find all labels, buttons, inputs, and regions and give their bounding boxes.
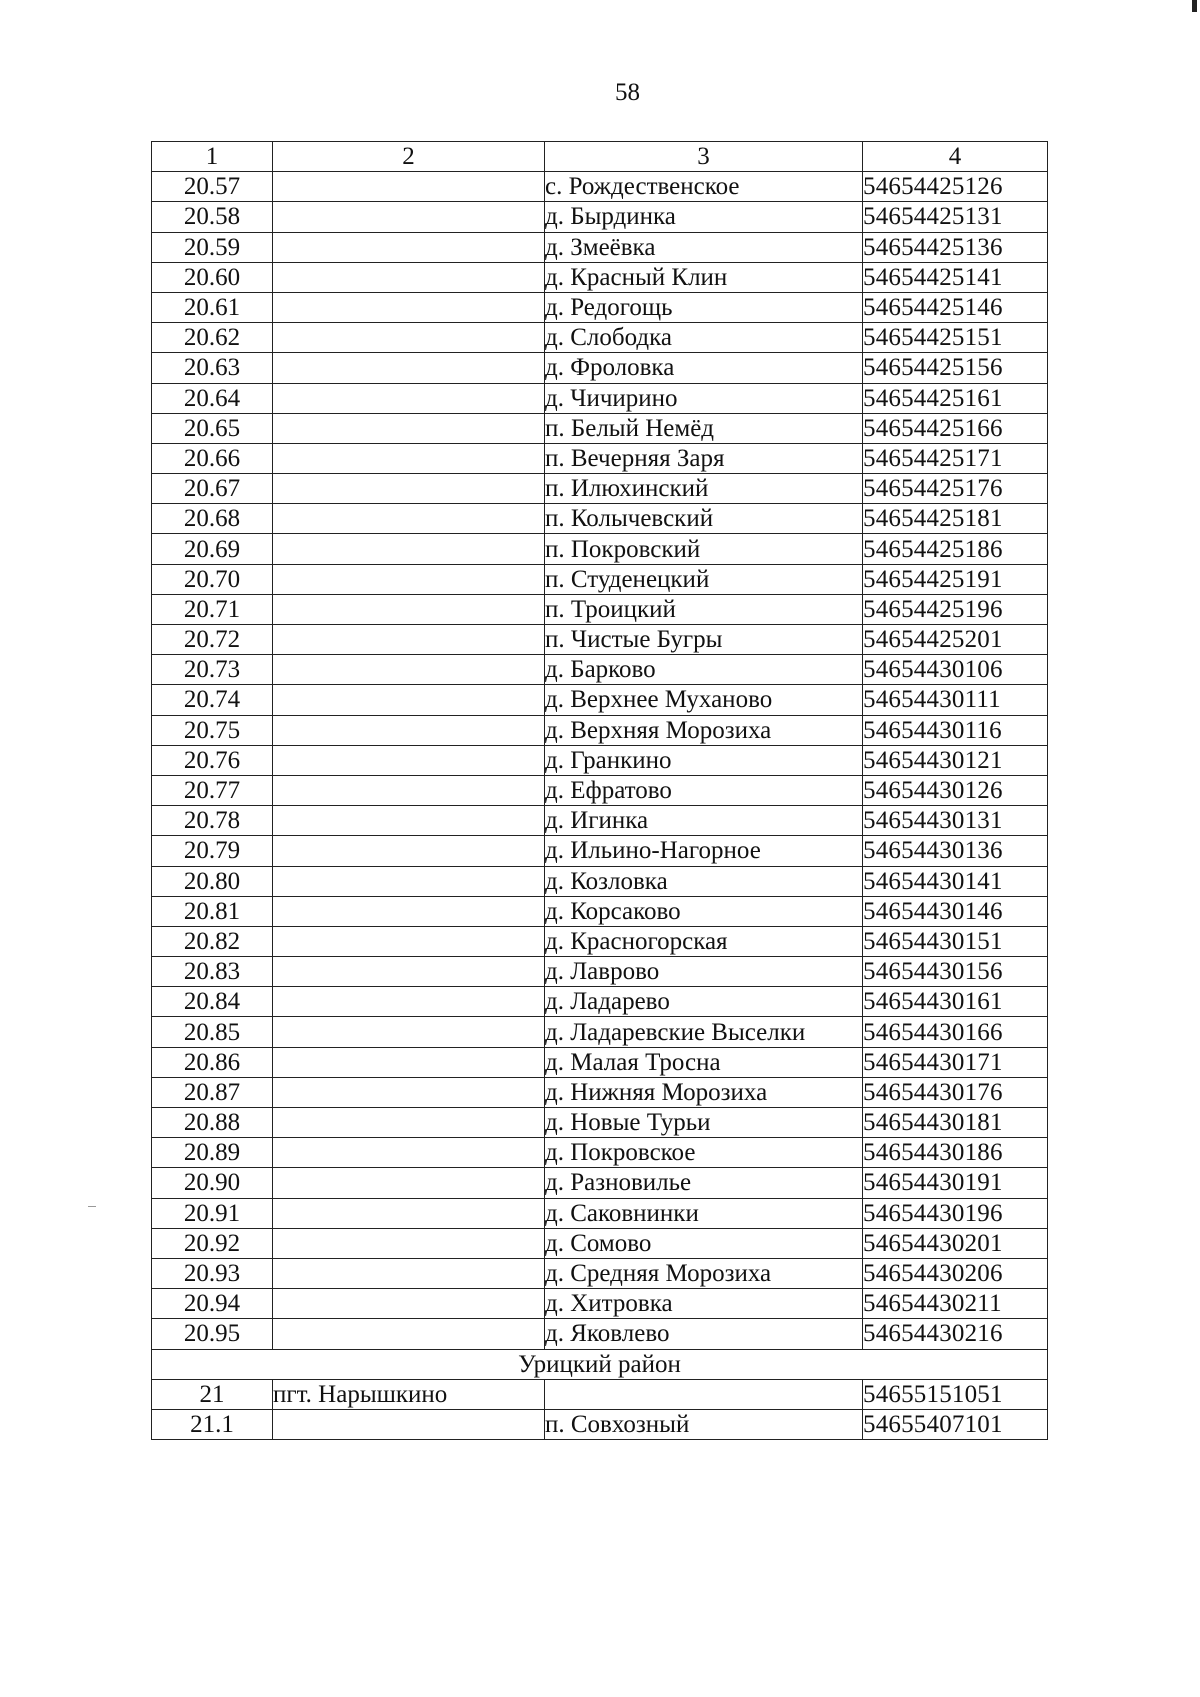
row-number-cell: 20.87 [152,1077,273,1107]
oktmo-code-cell: 54654430181 [863,1108,1048,1138]
row-number-cell: 20.62 [152,323,273,353]
oktmo-code-cell: 54654430186 [863,1138,1048,1168]
header-cell-col2: 2 [273,142,545,172]
oktmo-code-cell: 54654430131 [863,806,1048,836]
settlement-cell: д. Покровское [545,1138,863,1168]
municipality-cell [273,172,545,202]
oktmo-code-cell: 54654430171 [863,1047,1048,1077]
oktmo-code-cell: 54654430166 [863,1017,1048,1047]
table-row [152,474,1048,504]
table-header-row [152,142,1048,172]
row-number-cell: 20.73 [152,655,273,685]
row-number-cell: 20.75 [152,715,273,745]
table-row [152,534,1048,564]
municipality-cell [273,685,545,715]
oktmo-code-cell: 54654430206 [863,1258,1048,1288]
row-number-cell: 20.65 [152,413,273,443]
municipality-cell [273,202,545,232]
table-row [152,896,1048,926]
settlement-cell: д. Слободка [545,323,863,353]
settlement-cell: п. Чистые Бугры [545,625,863,655]
settlement-cell: д. Малая Тросна [545,1047,863,1077]
settlement-cell: п. Вечерняя Заря [545,443,863,473]
municipality-cell [273,836,545,866]
settlement-cell: п. Покровский [545,534,863,564]
municipality-cell [273,1289,545,1319]
row-number-cell: 20.78 [152,806,273,836]
table-row [152,232,1048,262]
table-row [152,1409,1048,1439]
settlement-cell: д. Корсаково [545,896,863,926]
table-row [152,443,1048,473]
settlement-cell: д. Хитровка [545,1289,863,1319]
municipality-cell [273,474,545,504]
municipality-cell [273,1108,545,1138]
settlement-cell [545,1379,863,1409]
row-number-cell: 20.58 [152,202,273,232]
header-cell-col1: 1 [152,142,273,172]
settlement-cell: д. Барково [545,655,863,685]
settlement-cell: д. Ладарево [545,987,863,1017]
table-row [152,564,1048,594]
oktmo-code-cell: 54654430111 [863,685,1048,715]
settlement-cell: д. Лаврово [545,957,863,987]
table-row [152,806,1048,836]
row-number-cell: 20.77 [152,775,273,805]
table-row [152,745,1048,775]
municipality-cell [273,1409,545,1439]
settlement-cell: д. Красногорская [545,926,863,956]
oktmo-code-cell: 54654430156 [863,957,1048,987]
municipality-cell [273,987,545,1017]
row-number-cell: 20.60 [152,262,273,292]
settlement-cell: п. Троицкий [545,594,863,624]
table-row [152,1258,1048,1288]
table-row [152,1138,1048,1168]
section-title-district: Урицкий район [152,1349,1048,1379]
municipality-cell [273,745,545,775]
row-number-cell: 20.59 [152,232,273,262]
table-row [152,594,1048,624]
table-row [152,262,1048,292]
settlement-cell: д. Ильино-Нагорное [545,836,863,866]
settlement-cell: п. Белый Немёд [545,413,863,443]
table-row [152,1289,1048,1319]
municipality-cell [273,1198,545,1228]
row-number-cell: 21.1 [152,1409,273,1439]
row-number-cell: 20.79 [152,836,273,866]
municipality-cell [273,534,545,564]
table-row [152,1228,1048,1258]
municipality-cell [273,715,545,745]
settlement-cell: д. Верхняя Морозиха [545,715,863,745]
row-number-cell: 20.88 [152,1108,273,1138]
table-row [152,866,1048,896]
settlement-cell: с. Рождественское [545,172,863,202]
table-row [152,1319,1048,1349]
row-number-cell: 20.86 [152,1047,273,1077]
settlement-cell: д. Яковлево [545,1319,863,1349]
municipality-cell [273,957,545,987]
municipality-cell [273,655,545,685]
settlement-cell: д. Средняя Морозиха [545,1258,863,1288]
oktmo-code-cell: 54654425131 [863,202,1048,232]
table-row [152,1198,1048,1228]
oktmo-code-cell: 54654425126 [863,172,1048,202]
table-row [152,655,1048,685]
row-number-cell: 20.74 [152,685,273,715]
settlement-cell: д. Бырдинка [545,202,863,232]
municipality-cell [273,262,545,292]
row-number-cell: 20.70 [152,564,273,594]
settlement-cell: п. Совхозный [545,1409,863,1439]
table-row [152,292,1048,322]
row-number-cell: 20.71 [152,594,273,624]
settlement-cell: д. Игинка [545,806,863,836]
municipality-cell [273,775,545,805]
municipality-cell [273,896,545,926]
municipality-cell [273,1168,545,1198]
oktmo-code-cell: 54654430146 [863,896,1048,926]
settlement-cell: д. Ладаревские Выселки [545,1017,863,1047]
table-row [152,353,1048,383]
header-cell-col4: 4 [863,142,1048,172]
table-row [152,1108,1048,1138]
municipality-cell [273,806,545,836]
table-row [152,202,1048,232]
oktmo-code-cell: 54654425181 [863,504,1048,534]
oktmo-code-cell: 54654425166 [863,413,1048,443]
table-row [152,987,1048,1017]
table-row [152,1379,1048,1409]
municipality-cell [273,292,545,322]
oktmo-code-cell: 54654430151 [863,926,1048,956]
oktmo-code-cell: 54654425156 [863,353,1048,383]
municipality-cell [273,926,545,956]
row-number-cell: 21 [152,1379,273,1409]
municipality-cell [273,232,545,262]
row-number-cell: 20.84 [152,987,273,1017]
oktmo-code-cell: 54654430106 [863,655,1048,685]
row-number-cell: 20.69 [152,534,273,564]
row-number-cell: 20.72 [152,625,273,655]
municipality-cell [273,323,545,353]
row-number-cell: 20.76 [152,745,273,775]
table-row [152,625,1048,655]
municipality-cell [273,1258,545,1288]
scan-margin-mark [88,1206,96,1207]
table-row [152,715,1048,745]
row-number-cell: 20.57 [152,172,273,202]
oktmo-code-cell: 54654425146 [863,292,1048,322]
oktmo-code-cell: 54654430216 [863,1319,1048,1349]
settlement-cell: д. Ефратово [545,775,863,805]
oktmo-code-cell: 54654430126 [863,775,1048,805]
row-number-cell: 20.90 [152,1168,273,1198]
oktmo-code-cell: 54654425141 [863,262,1048,292]
table-row [152,1017,1048,1047]
municipality-cell [273,866,545,896]
settlement-cell: д. Редогощь [545,292,863,322]
oktmo-code-cell: 54654430196 [863,1198,1048,1228]
row-number-cell: 20.81 [152,896,273,926]
table-row [152,957,1048,987]
municipality-cell [273,1138,545,1168]
row-number-cell: 20.92 [152,1228,273,1258]
table-row [152,504,1048,534]
oktmo-code-cell: 54654425196 [863,594,1048,624]
table-row [152,323,1048,353]
table-row [152,172,1048,202]
municipality-cell [273,1319,545,1349]
table-row [152,413,1048,443]
oktmo-code-cell: 54654425176 [863,474,1048,504]
settlement-cell: п. Колычевский [545,504,863,534]
row-number-cell: 20.85 [152,1017,273,1047]
row-number-cell: 20.91 [152,1198,273,1228]
table-row [152,1077,1048,1107]
row-number-cell: 20.83 [152,957,273,987]
settlement-cell: д. Верхнее Муханово [545,685,863,715]
oktmo-code-cell: 54654425161 [863,383,1048,413]
settlement-cell: д. Красный Клин [545,262,863,292]
table-body [152,142,1048,1440]
row-number-cell: 20.66 [152,443,273,473]
row-number-cell: 20.61 [152,292,273,322]
oktmo-code-cell: 54654430191 [863,1168,1048,1198]
row-number-cell: 20.93 [152,1258,273,1288]
table-row [152,383,1048,413]
table-row [152,926,1048,956]
oktmo-code-cell: 54654425186 [863,534,1048,564]
row-number-cell: 20.89 [152,1138,273,1168]
settlement-cell: д. Новые Турьи [545,1108,863,1138]
municipality-cell: пгт. Нарышкино [273,1379,545,1409]
row-number-cell: 20.63 [152,353,273,383]
row-number-cell: 20.80 [152,866,273,896]
row-number-cell: 20.64 [152,383,273,413]
settlement-cell: д. Фроловка [545,353,863,383]
oktmo-code-cell: 54654430176 [863,1077,1048,1107]
table-row [152,836,1048,866]
municipality-cell [273,594,545,624]
row-number-cell: 20.68 [152,504,273,534]
oktmo-code-cell: 54654430161 [863,987,1048,1017]
row-number-cell: 20.67 [152,474,273,504]
section-row [152,1349,1048,1379]
row-number-cell: 20.82 [152,926,273,956]
page-number: 58 [615,79,640,106]
oktmo-code-cell: 54655151051 [863,1379,1048,1409]
settlement-cell: д. Разновилье [545,1168,863,1198]
oktmo-code-cell: 54654425151 [863,323,1048,353]
oktmo-code-cell: 54654425191 [863,564,1048,594]
settlement-cell: д. Нижняя Морозиха [545,1077,863,1107]
scan-corner-mark [1192,0,1197,12]
municipality-cell [273,383,545,413]
settlement-cell: д. Гранкино [545,745,863,775]
settlement-cell: д. Козловка [545,866,863,896]
settlement-cell: д. Саковнинки [545,1198,863,1228]
municipality-cell [273,625,545,655]
municipality-cell [273,504,545,534]
municipality-cell [273,1017,545,1047]
oktmo-code-cell: 54654425201 [863,625,1048,655]
settlement-cell: д. Сомово [545,1228,863,1258]
oktmo-code-cell: 54654425171 [863,443,1048,473]
oktmo-code-cell: 54654430136 [863,836,1048,866]
settlement-cell: д. Змеёвка [545,232,863,262]
header-cell-col3: 3 [545,142,863,172]
municipality-cell [273,413,545,443]
municipality-cell [273,1047,545,1077]
oktmo-code-cell: 54654425136 [863,232,1048,262]
oktmo-code-cell: 54655407101 [863,1409,1048,1439]
municipality-cell [273,1077,545,1107]
oktmo-code-cell: 54654430141 [863,866,1048,896]
table-row [152,775,1048,805]
oktmo-code-cell: 54654430121 [863,745,1048,775]
table-row [152,685,1048,715]
row-number-cell: 20.95 [152,1319,273,1349]
municipality-cell [273,443,545,473]
oktmo-code-cell: 54654430211 [863,1289,1048,1319]
table-row [152,1168,1048,1198]
municipality-cell [273,1228,545,1258]
settlements-table [151,141,1048,1440]
municipality-cell [273,564,545,594]
settlement-cell: д. Чичирино [545,383,863,413]
municipality-cell [273,353,545,383]
settlement-cell: п. Студенецкий [545,564,863,594]
oktmo-code-cell: 54654430116 [863,715,1048,745]
table-row [152,1047,1048,1077]
settlement-cell: п. Илюхинский [545,474,863,504]
row-number-cell: 20.94 [152,1289,273,1319]
oktmo-code-cell: 54654430201 [863,1228,1048,1258]
